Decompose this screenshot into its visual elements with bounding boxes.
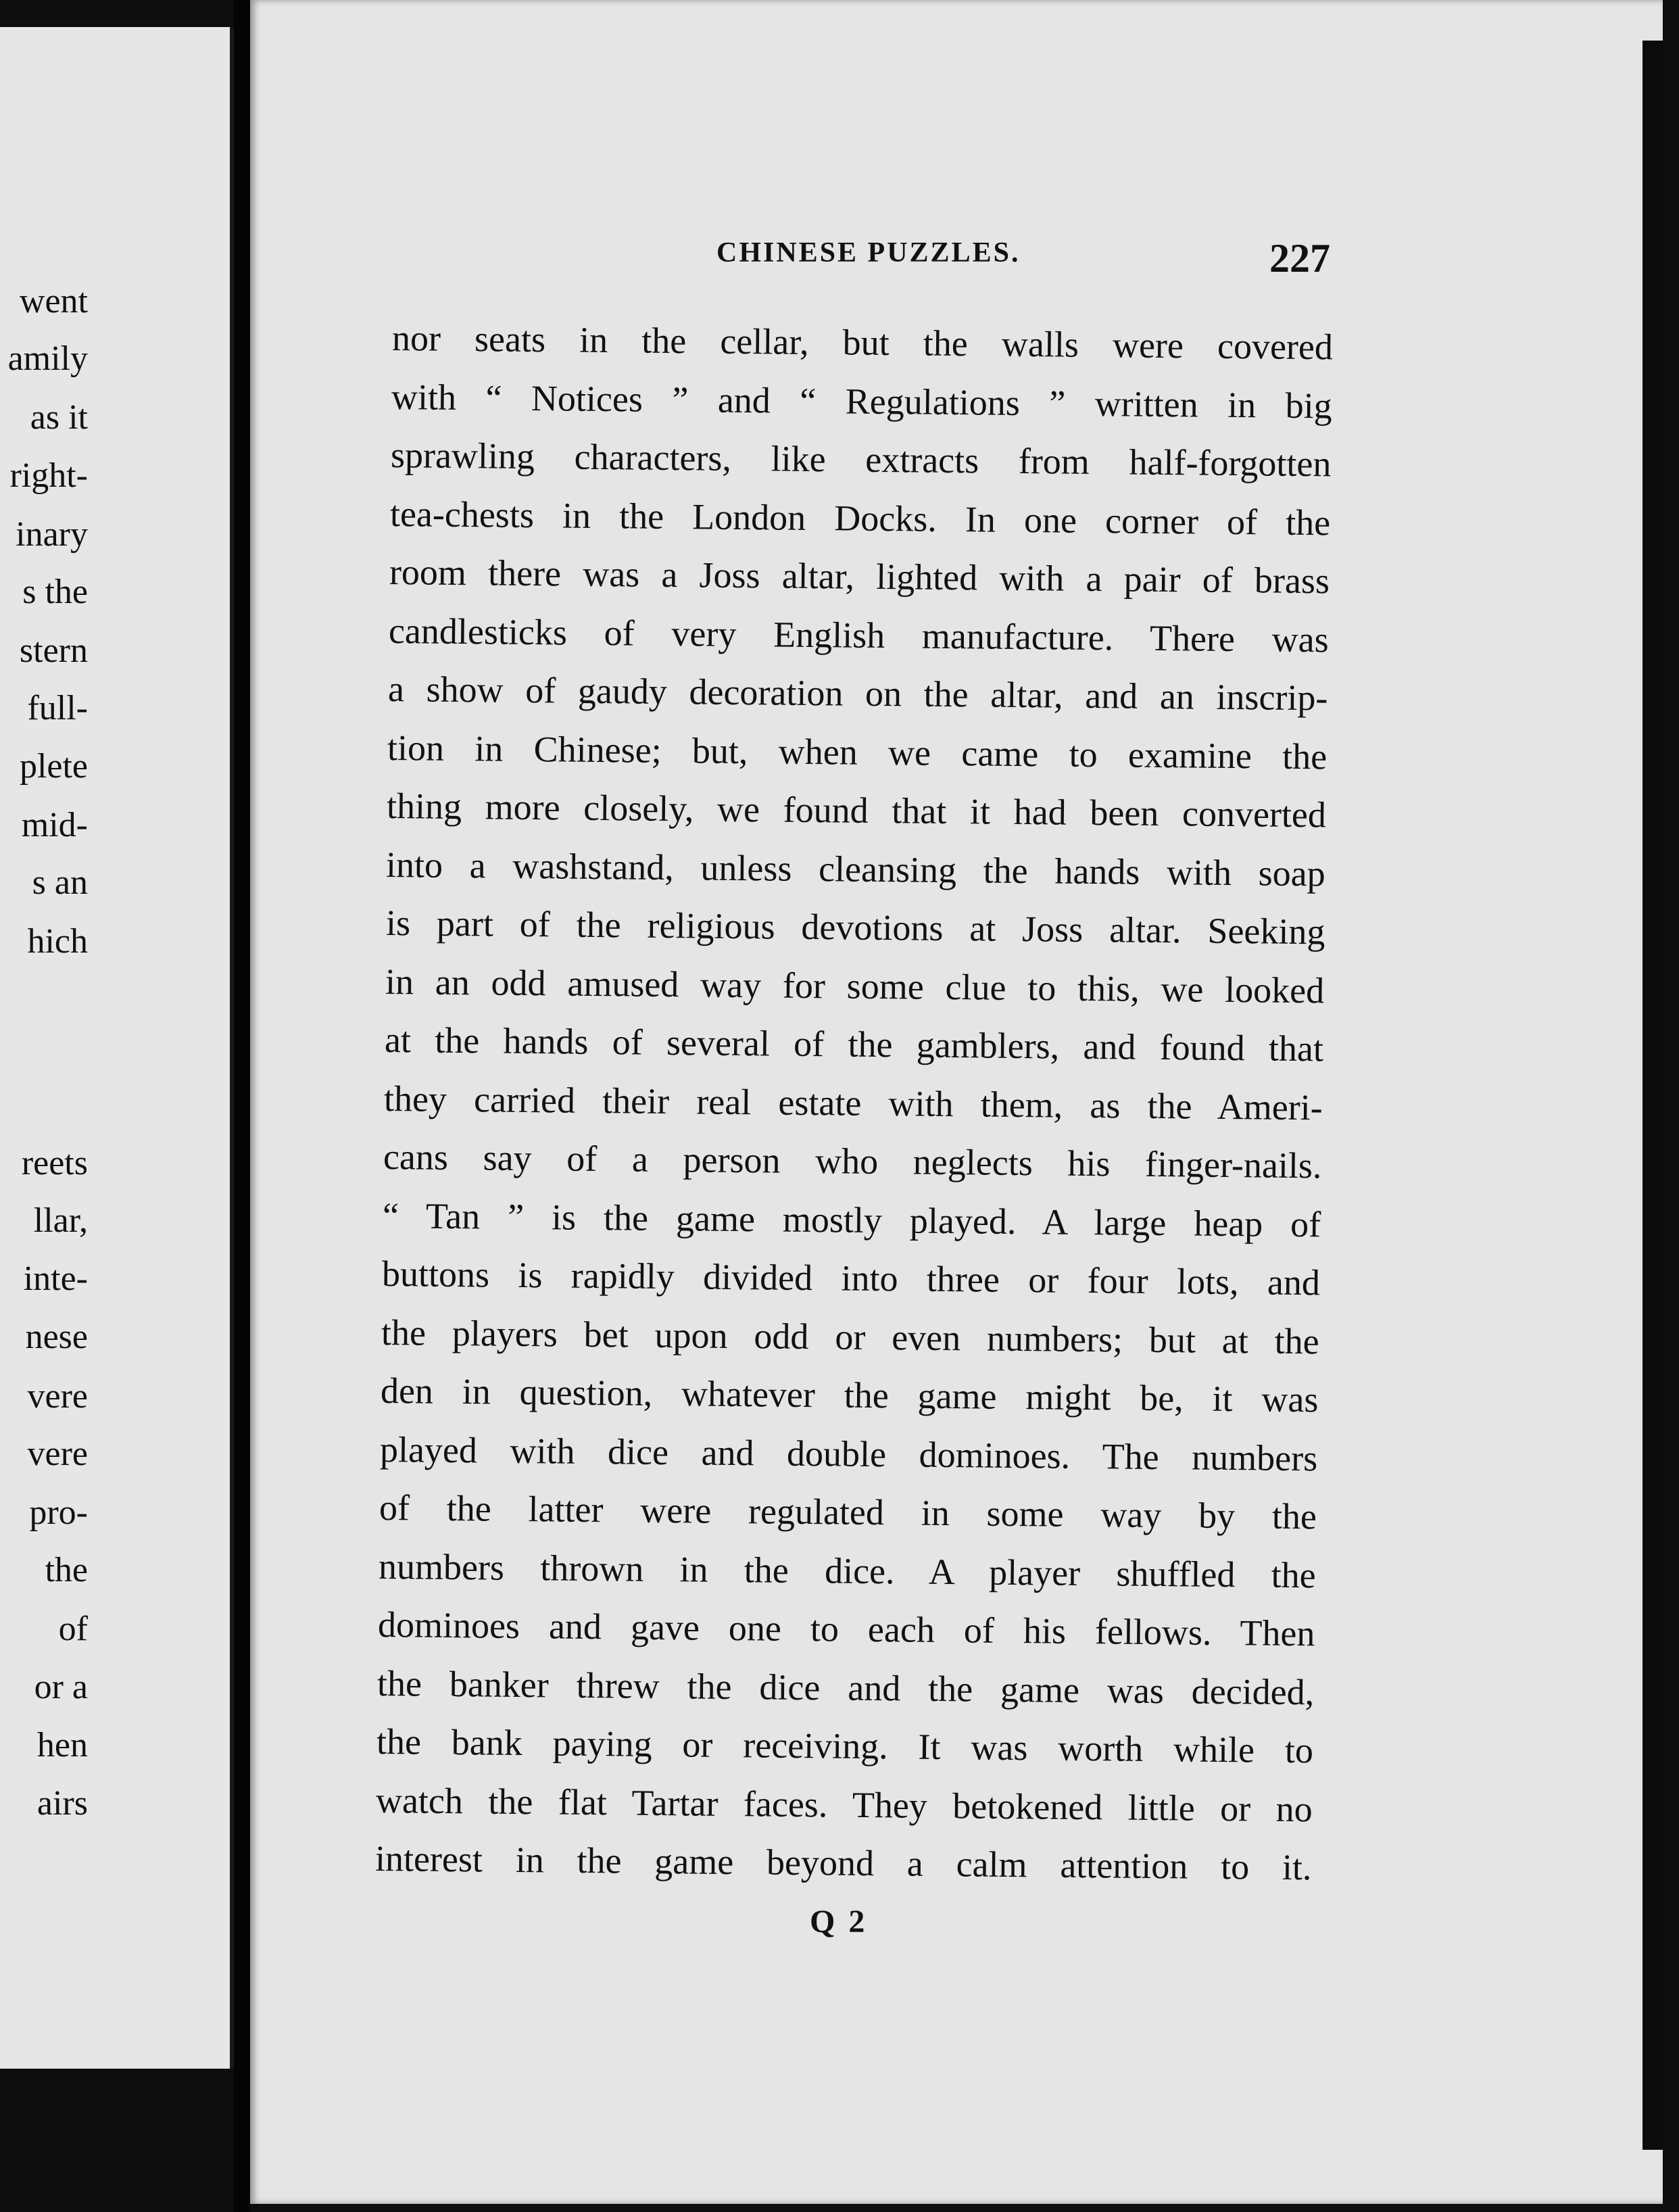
text-line: dominoes and gave one to each of his fellows. Then (377, 1604, 1315, 1654)
text-line: in an odd amused way for some clue to this, we looked (385, 961, 1325, 1011)
facing-page-fragment: full- (27, 689, 88, 727)
text-line: played with dice and double dominoes. The numbers (379, 1428, 1318, 1478)
facing-page-fragment: plete (19, 747, 88, 786)
text-line: with “ Notices ” and “ Regulations ” written in big (391, 376, 1333, 426)
text-line: interest in the game beyond a calm attention to it. (375, 1838, 1313, 1888)
text-line: numbers thrown in the dice. A player shuffled the (378, 1545, 1317, 1595)
text-line: candlesticks of very English manufacture. There was (388, 610, 1330, 660)
facing-page-fragment: of (58, 1610, 88, 1648)
text-line: den in question, whatever the game might be, it was (380, 1370, 1319, 1420)
text-line: tea-chests in the London Docks. In one corner of the (389, 493, 1331, 543)
running-head: CHINESE PUZZLES. (716, 237, 1021, 268)
text-line: nor seats in the cellar, but the walls were covered (391, 318, 1334, 368)
facing-page-fragment: s the (22, 573, 88, 611)
text-line: watch the flat Tartar faces. They betokened little or no (375, 1779, 1313, 1829)
facing-page-fragment: nese (25, 1318, 88, 1356)
text-line: they carried their real estate with them, as the Ameri- (383, 1078, 1323, 1128)
text-line: cans say of a person who neglects his finger-nails. (383, 1136, 1322, 1186)
text-line: of the latter were regulated in some way by the (379, 1487, 1317, 1537)
facing-page-fragment: right- (9, 456, 88, 495)
facing-page-fragment: amily (7, 339, 88, 378)
facing-page-fragment: reets (21, 1144, 88, 1182)
facing-page-fragment: mid- (21, 806, 88, 844)
facing-page-fragment: llar, (33, 1201, 88, 1240)
facing-page-fragment: went (19, 282, 88, 320)
text-line: at the hands of several of the gamblers, and found that (384, 1019, 1323, 1069)
facing-page-fragment: the (45, 1551, 88, 1589)
facing-page-fragment: stern (19, 631, 88, 670)
facing-page-fragment: hich (27, 922, 88, 961)
text-line: the players bet upon odd or even numbers; but at the (381, 1312, 1319, 1362)
text-line: buttons is rapidly divided into three or four lots, and (381, 1253, 1321, 1303)
facing-page-fragment: vere (27, 1377, 88, 1416)
facing-page-fragment: vere (27, 1435, 88, 1473)
facing-page-fragment: as it (30, 398, 88, 437)
signature-mark: Q 2 (810, 1904, 868, 1940)
book-gutter (234, 0, 250, 2212)
text-line: tion in Chinese; but, when we came to examine the (387, 727, 1328, 777)
facing-page-fragment: airs (36, 1784, 88, 1823)
facing-page-fragment: hen (36, 1726, 88, 1764)
facing-page-fragment: or a (34, 1668, 88, 1706)
text-line: sprawling characters, like extracts from half-forgotten (390, 435, 1332, 485)
facing-page-fragment: inte- (23, 1259, 88, 1298)
text-line: is part of the religious devotions at Joss altar. Seeking (385, 903, 1325, 953)
text-line: “ Tan ” is the game mostly played. A large heap of (382, 1195, 1321, 1245)
text-line: the banker threw the dice and the game was decided, (376, 1662, 1315, 1712)
text-line: a show of gaudy decoration on the altar, and an inscrip- (388, 669, 1329, 719)
page-edge (1642, 41, 1663, 2150)
page-number: 227 (1269, 236, 1330, 281)
text-line: the bank paying or receiving. It was worth while to (376, 1721, 1314, 1771)
facing-page-fragment: pro- (29, 1493, 88, 1532)
text-line: into a washstand, unless cleansing the hands with soap (386, 844, 1326, 894)
text-line: room there was a Joss altar, lighted with a pair of brass (389, 552, 1330, 602)
facing-page-fragment: s an (32, 863, 88, 902)
text-line: thing more closely, we found that it had been converted (387, 786, 1327, 836)
facing-page-fragment: inary (16, 515, 88, 554)
